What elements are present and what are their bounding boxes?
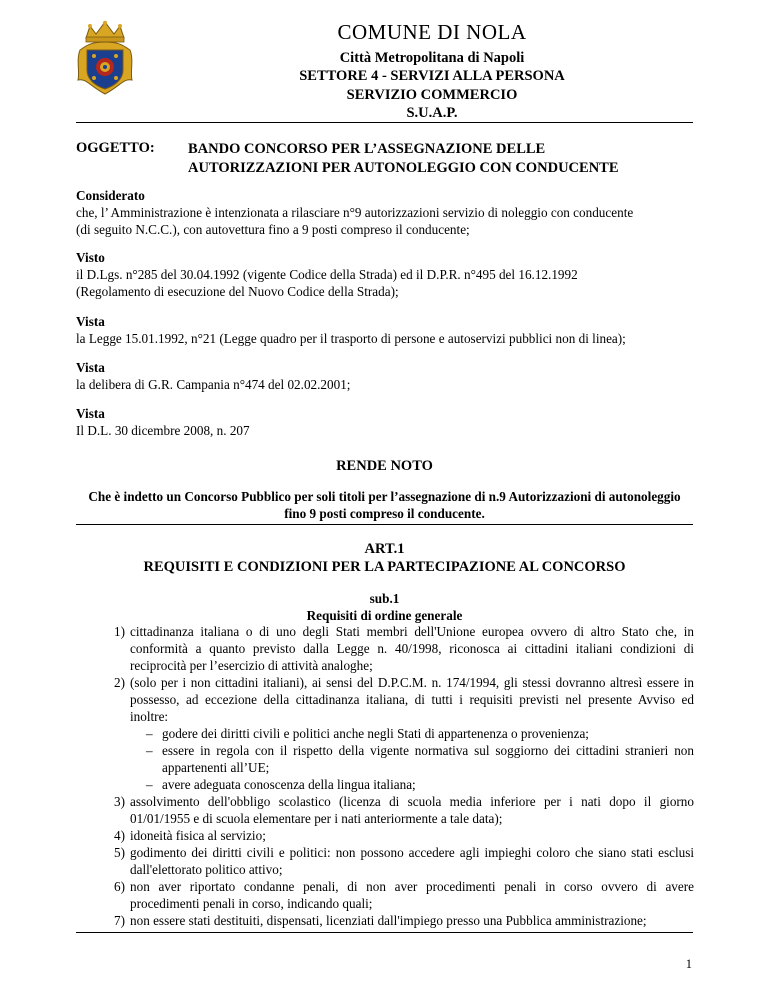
premise-line: Il D.L. 30 dicembre 2008, n. 207 bbox=[76, 423, 250, 438]
municipality-title: COMUNE DI NOLA bbox=[337, 20, 527, 44]
premise-head: Vista bbox=[76, 406, 105, 421]
header-divider bbox=[76, 122, 693, 123]
announcement-divider bbox=[76, 524, 693, 525]
sector-line: SETTORE 4 - SERVIZI ALLA PERSONA bbox=[299, 68, 565, 84]
item-number: 6) bbox=[114, 879, 125, 894]
dash-bullet: – bbox=[146, 743, 153, 758]
item-number: 7) bbox=[114, 913, 125, 928]
dash-bullet: – bbox=[146, 726, 153, 741]
subject-label: OGGETTO: bbox=[76, 140, 155, 156]
list-item-line: procedimenti penali in corso, indicando quali; bbox=[130, 896, 373, 911]
premise-line: che, l’ Amministrazione è intenzionata a rilasciare n°9 autorizzazioni servizio di noleggio con conducente bbox=[76, 205, 634, 220]
premise-head: Vista bbox=[76, 360, 105, 375]
list-item-line: 01/01/1955 e di scuola elementare per i nati anteriormente a tale data); bbox=[130, 811, 503, 826]
item-number: 1) bbox=[114, 624, 125, 639]
list-item-line: assolvimento dell'obbligo scolastico (licenza di scuola media inferiore per i nati dopo il giorno bbox=[130, 794, 694, 809]
municipal-crest-icon bbox=[76, 20, 134, 96]
dash-bullet: – bbox=[146, 777, 153, 792]
service-line: SERVIZIO COMMERCIO bbox=[346, 87, 518, 103]
page-number: 1 bbox=[685, 957, 692, 971]
premise-line: (di seguito N.C.C.), con autovettura fino a 9 posti compreso il conducente; bbox=[76, 222, 470, 237]
sub-item-line: avere adeguata conoscenza della lingua italiana; bbox=[162, 777, 416, 792]
item-number: 4) bbox=[114, 828, 125, 843]
premise-head: Considerato bbox=[76, 188, 145, 203]
list-item-line: cittadinanza italiana o di uno degli Stati membri dell'Unione europea ovvero di altro Stato che, in bbox=[130, 624, 694, 639]
item-number: 5) bbox=[114, 845, 125, 860]
article-number: ART.1 bbox=[364, 541, 405, 557]
list-item-line: conformità a quanto previsto dalla Legge n. 40/1998, riconosca ai cittadini italiani condizioni di bbox=[130, 641, 694, 656]
list-item-line: dall'elettorato politico attivo; bbox=[130, 862, 283, 877]
suap-line: S.U.A.P. bbox=[406, 105, 458, 121]
premise-head: Vista bbox=[76, 314, 105, 329]
premise-head: Visto bbox=[76, 250, 105, 265]
list-item-line: non essere stati destituiti, dispensati, licenziati dall'impiego presso una Pubblica amministrazione; bbox=[130, 913, 647, 928]
list-item-line: non aver riportato condanne penali, di non aver procedimenti penali in corso ovvero di avere bbox=[130, 879, 694, 894]
rende-noto-heading: RENDE NOTO bbox=[336, 458, 433, 474]
list-item-line: possesso, ad eccezione della cittadinanza italiana, di tutti i requisiti previsti nel presente Avviso ed bbox=[130, 692, 694, 707]
subject-line-2: AUTORIZZAZIONI PER AUTONOLEGGIO CON CONDUCENTE bbox=[188, 160, 619, 176]
footer-divider bbox=[76, 932, 693, 933]
sub-item-line: godere dei diritti civili e politici anche negli Stati di appartenenza o provenienza; bbox=[162, 726, 589, 741]
announcement-line-2: fino 9 posti compreso il conducente. bbox=[284, 506, 485, 521]
sub-title: Requisiti di ordine generale bbox=[306, 608, 463, 623]
premise-line: (Regolamento di esecuzione del Nuovo Codice della Strada); bbox=[76, 284, 399, 299]
list-item-line: reciprocità per l’esercizio di attività analoghe; bbox=[130, 658, 373, 673]
premise-line: la delibera di G.R. Campania n°474 del 02.02.2001; bbox=[76, 377, 351, 392]
list-item-line: godimento dei diritti civili e politici: non possono accedere agli impieghi coloro che siano stati esclusi bbox=[130, 845, 694, 860]
article-title: REQUISITI E CONDIZIONI PER LA PARTECIPAZIONE AL CONCORSO bbox=[143, 559, 626, 575]
sub-item-line: appartenenti all’UE; bbox=[162, 760, 270, 775]
sub-item-line: essere in regola con il rispetto della vigente normativa sul soggiorno dei cittadini stranieri non bbox=[162, 743, 694, 758]
item-number: 3) bbox=[114, 794, 125, 809]
list-item-line: inoltre: bbox=[130, 709, 169, 724]
subject-line-1: BANDO CONCORSO PER L’ASSEGNAZIONE DELLE bbox=[188, 141, 546, 157]
premise-line: la Legge 15.01.1992, n°21 (Legge quadro per il trasporto di persone e autoservizi pubblici non di linea); bbox=[76, 331, 626, 346]
sub-number: sub.1 bbox=[369, 591, 400, 606]
list-item-line: (solo per i non cittadini italiani), ai sensi del D.P.C.M. n. 174/1994, gli stessi dovranno altresì essere in bbox=[130, 675, 694, 690]
list-item-line: idoneità fisica al servizio; bbox=[130, 828, 266, 843]
item-number: 2) bbox=[114, 675, 125, 690]
announcement-line-1: Che è indetto un Concorso Pubblico per soli titoli per l’assegnazione di n.9 Autorizzazioni di autonoleggio bbox=[88, 489, 681, 504]
premise-line: il D.Lgs. n°285 del 30.04.1992 (vigente Codice della Strada) ed il D.P.R. n°495 del 16.12.1992 bbox=[76, 267, 578, 282]
metro-city-line: Città Metropolitana di Napoli bbox=[339, 50, 525, 66]
